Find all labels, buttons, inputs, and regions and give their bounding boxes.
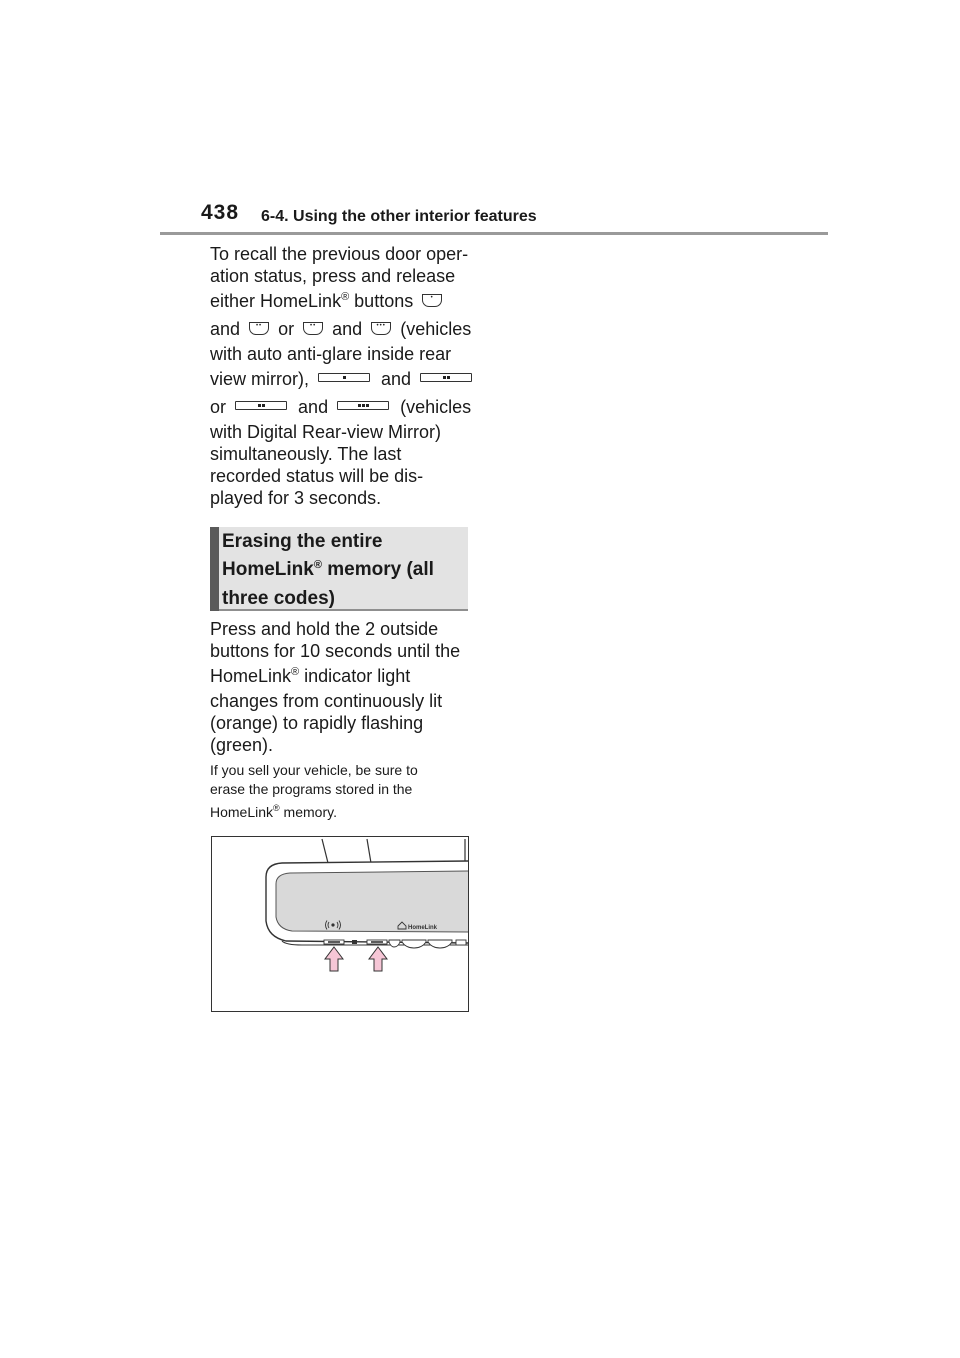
mirror-illustration <box>211 836 469 1012</box>
text-line: buttons for 10 seconds until the <box>210 641 461 661</box>
digital-mirror-button-1-icon <box>318 373 370 382</box>
digital-mirror-button-2-icon <box>420 373 472 382</box>
text-line: simultaneously. The last <box>210 444 402 464</box>
text-line: (orange) to rapidly flashing <box>210 713 424 733</box>
text-fragment: buttons <box>349 291 414 311</box>
header-rule <box>160 232 828 235</box>
note-line <box>210 799 472 825</box>
arrow-up-icon <box>325 947 343 971</box>
text-line: ation status, press and release <box>210 266 456 286</box>
registered-mark: ® <box>313 559 322 571</box>
erase-paragraph <box>210 618 472 756</box>
text-fragment: (vehicles <box>400 319 472 339</box>
text-line <box>210 287 472 315</box>
text-fragment: indicator light <box>299 666 411 686</box>
homelink-text: either HomeLink <box>210 291 342 311</box>
heading-line <box>222 554 462 586</box>
note-line: If you sell your vehicle, be sure to <box>210 762 418 778</box>
registered-mark: ® <box>291 666 300 678</box>
heading-fragment: memory (all <box>321 559 434 580</box>
text-fragment: view mirror), <box>210 369 309 389</box>
homelink-button-3-icon: ••• <box>371 322 391 335</box>
mirror-drawing <box>212 837 468 1011</box>
digital-mirror-button-2-icon <box>235 401 287 410</box>
registered-mark: ® <box>341 291 350 303</box>
text-fragment: (vehicles <box>400 397 472 417</box>
text-fragment: or <box>278 319 295 339</box>
text-line: with Digital Rear-view Mirror) <box>210 422 442 442</box>
heading-accent-bar <box>210 527 219 611</box>
registered-mark: ® <box>273 803 280 813</box>
text-line <box>210 365 472 393</box>
text-line <box>210 315 472 343</box>
digital-mirror-button-3-icon <box>337 401 389 410</box>
text-line <box>210 662 472 690</box>
text-line: To recall the previous door oper- <box>210 244 469 264</box>
homelink-text: HomeLink <box>210 804 274 820</box>
heading-line: Erasing the entire <box>222 531 383 552</box>
text-fragment: and <box>298 397 329 417</box>
note-line: erase the programs stored in the <box>210 781 413 797</box>
note-text <box>210 761 472 825</box>
homelink-text: HomeLink <box>210 666 292 686</box>
homelink-mirror-label: HomeLink <box>408 925 438 931</box>
homelink-button-1-icon: • <box>422 294 442 307</box>
homelink-text: HomeLink <box>222 559 314 580</box>
note-fragment: memory. <box>279 804 337 820</box>
text-line: (green). <box>210 735 274 755</box>
text-line: played for 3 seconds. <box>210 488 382 508</box>
text-fragment: or <box>210 397 227 417</box>
homelink-button-2-icon: •• <box>249 322 269 335</box>
recall-paragraph <box>210 243 472 509</box>
mirror-mount-line <box>367 839 371 863</box>
arrow-up-icon <box>369 947 387 971</box>
page-number: 438 <box>201 201 240 224</box>
text-line: Press and hold the 2 outside <box>210 619 439 639</box>
text-fragment: and <box>210 319 241 339</box>
section-title: 6-4. Using the other interior features <box>261 208 537 225</box>
text-line: changes from continuously lit <box>210 691 443 711</box>
section-heading <box>210 527 468 611</box>
text-line: recorded status will be dis- <box>210 466 424 486</box>
text-fragment: and <box>381 369 412 389</box>
mirror-mount-line <box>322 839 328 863</box>
homelink-button-2-icon: •• <box>303 322 323 335</box>
mirror-glass <box>276 871 468 932</box>
text-line: with auto anti-glare inside rear <box>210 344 452 364</box>
page-header <box>0 0 960 240</box>
heading-text <box>222 529 462 611</box>
heading-line: three codes) <box>222 588 335 609</box>
text-line <box>210 393 472 421</box>
text-fragment: and <box>332 319 363 339</box>
